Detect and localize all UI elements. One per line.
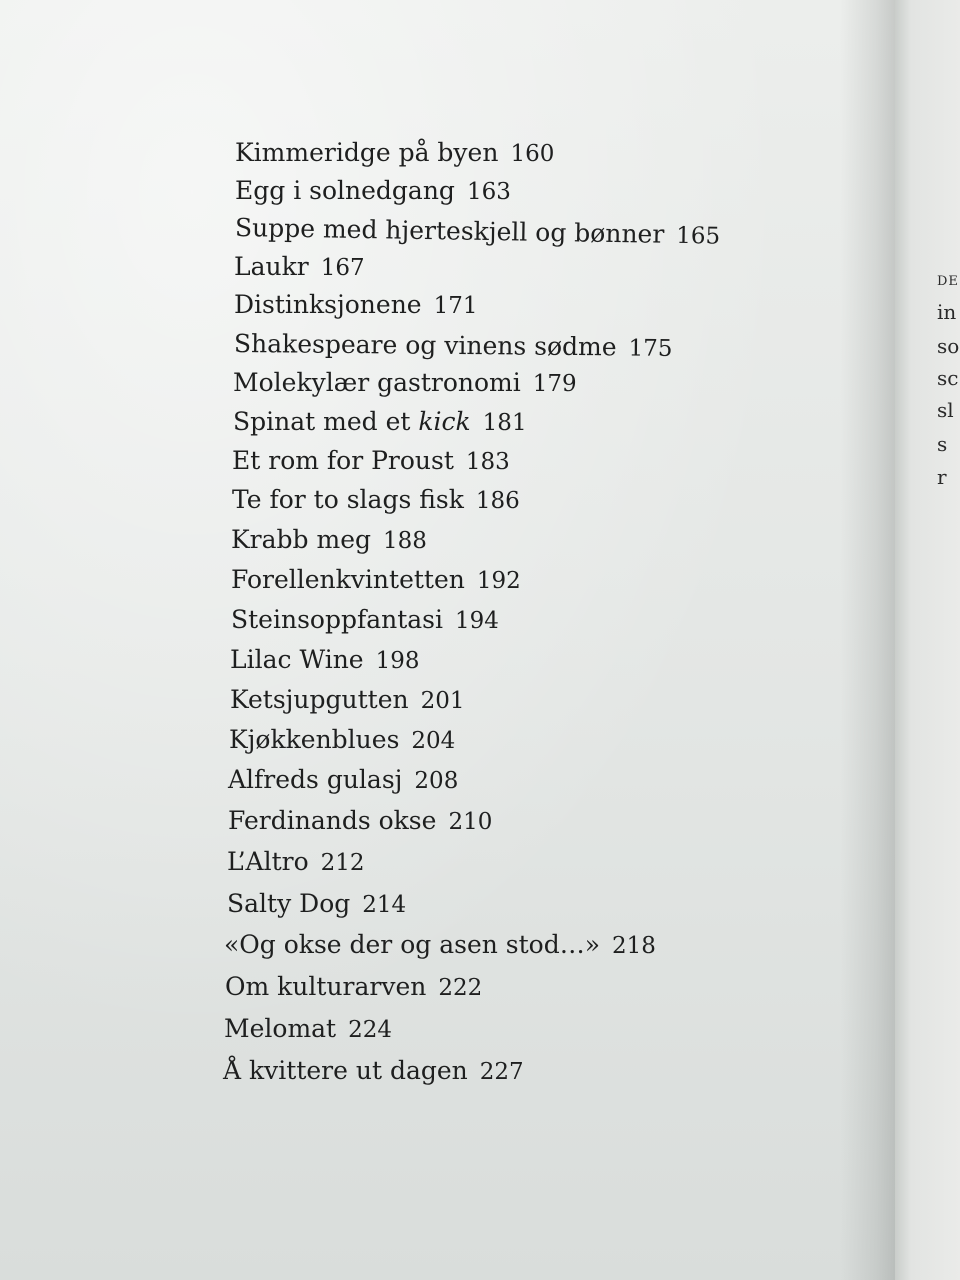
toc-entry (224, 932, 656, 958)
facing-page-fragment: so (937, 334, 960, 358)
toc-entry-page: 171 (433, 293, 478, 319)
toc-entry-title: L’Altro (227, 847, 309, 876)
facing-page-fragment: r (937, 465, 947, 489)
toc-entry-title: Om kulturarven (225, 972, 427, 1001)
toc-entry-title: Steinsoppfantasi (231, 605, 443, 634)
facing-page-edge (895, 0, 960, 1280)
toc-entry-page: 163 (466, 179, 511, 205)
toc-entry-title: Laukr (234, 252, 309, 281)
toc-entry-title: Lilac Wine (230, 645, 364, 674)
toc-entry-page: 165 (676, 222, 721, 250)
toc-entry-page: 227 (479, 1059, 524, 1085)
toc-entry (228, 767, 458, 793)
toc-entry-page: 214 (362, 892, 407, 918)
toc-entry-title: Kjøkkenblues (229, 725, 400, 754)
toc-entry (231, 527, 427, 553)
facing-page-fragment: in (937, 300, 957, 324)
toc-entry-title: «Og okse der og asen stod…» (224, 930, 601, 959)
toc-entry-title-italic: kick (418, 407, 471, 436)
toc-entry (229, 727, 455, 753)
toc-entry-title: Kimmeridge på byen (235, 138, 499, 167)
toc-entry-page: 160 (510, 141, 555, 167)
toc-entry (230, 647, 420, 673)
toc-entry-page: 167 (320, 255, 365, 281)
toc-entry-title: Alfreds gulasj (228, 765, 403, 794)
toc-entry-page: 198 (375, 648, 420, 674)
toc-entry-title: Salty Dog (227, 889, 351, 918)
toc-entry (234, 331, 673, 361)
facing-page-fragment: DE (937, 274, 959, 289)
toc-entry-page: 201 (420, 688, 465, 714)
toc-entry-title: Distinksjonene (234, 290, 422, 319)
toc-entry (233, 409, 527, 435)
toc-entry (230, 687, 465, 713)
toc-entry-page: 194 (455, 608, 499, 634)
toc-entry-page: 204 (411, 728, 456, 754)
toc-entry (233, 370, 577, 396)
toc-entry-page: 181 (482, 410, 527, 436)
toc-entry-title: Spinat med et kick (233, 407, 471, 436)
toc-entry (224, 1016, 392, 1042)
toc-entry (232, 448, 510, 474)
toc-entry-title: Forellenkvintetten (231, 565, 465, 594)
toc-entry-page: 212 (320, 850, 365, 876)
toc-entry-page: 192 (476, 568, 521, 594)
toc-entry-page: 224 (348, 1017, 393, 1043)
toc-entry-page: 175 (628, 335, 673, 362)
toc-entry-page: 208 (414, 768, 459, 794)
toc-entry-page: 188 (383, 528, 427, 554)
toc-entry (223, 1058, 524, 1084)
toc-entry-title: Molekylær gastronomi (233, 368, 521, 397)
toc-entry (234, 254, 365, 280)
toc-entry-title: Et rom for Proust (232, 446, 454, 475)
toc-entry-page: 210 (448, 809, 493, 835)
toc-entry-title: Suppe med hjerteskjell og bønner (234, 213, 665, 249)
toc-entry-title: Ferdinands okse (228, 806, 437, 835)
toc-entry (235, 215, 721, 249)
toc-entry-title: Egg i solnedgang (235, 176, 455, 205)
toc-entry (228, 808, 492, 834)
facing-page-fragment: sc (937, 366, 959, 390)
toc-entry-title: Krabb meg (231, 525, 371, 554)
toc-entry (231, 567, 521, 593)
toc-entry (227, 849, 365, 875)
toc-entry (234, 292, 478, 318)
toc-entry-page: 218 (612, 933, 656, 959)
toc-entry (235, 140, 554, 166)
toc-entry (232, 487, 520, 513)
toc-entry-title: Å kvittere ut dagen (223, 1056, 468, 1085)
toc-entry-page: 179 (532, 371, 577, 397)
toc-entry-title: Te for to slags fisk (232, 485, 464, 514)
toc-entry-title: Melomat (224, 1014, 337, 1043)
facing-page-fragment: sl (937, 398, 954, 422)
toc-entry (225, 974, 482, 1000)
toc-entry (231, 607, 499, 633)
toc-entry-title: Shakespeare og vinens sødme (233, 329, 617, 362)
toc-entry-page: 186 (475, 488, 520, 514)
toc-entry-title: Ketsjupgutten (230, 685, 409, 714)
toc-entry-page: 183 (465, 449, 510, 475)
toc-entry (235, 178, 511, 204)
facing-page-fragment: s (937, 432, 948, 456)
toc-entry (227, 891, 406, 917)
toc-entry-page: 222 (438, 975, 483, 1001)
page-gutter-shadow (840, 0, 900, 1280)
